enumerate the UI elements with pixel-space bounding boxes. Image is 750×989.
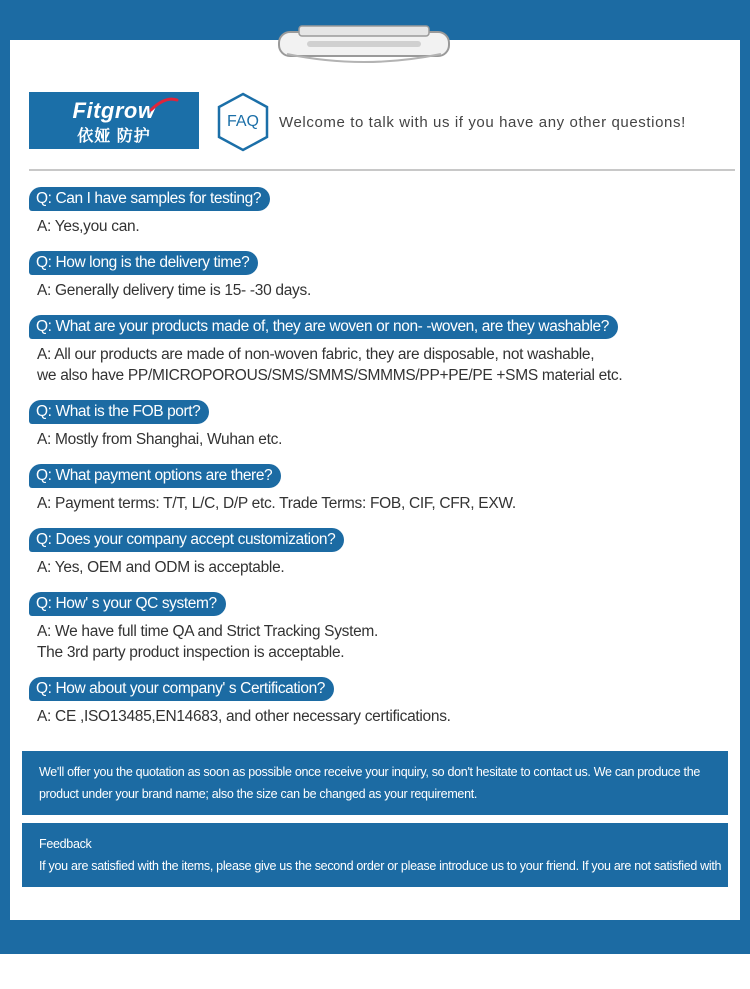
faq-answer [29,429,729,450]
brand-logo [29,92,199,149]
clipboard-clip-icon [277,22,451,68]
faq-question: Q: Can I have samples for testing? [29,187,270,211]
faq-question: Q: What payment options are there? [29,464,281,488]
quotation-line: We'll offer you the quotation as soon as possible once receive your inquiry, so don't hesitate to contact us. We can produce the [39,765,701,779]
faq-answer-line: A: We have full time QA and Strict Tracking System. [37,623,379,640]
swoosh-icon [149,96,179,114]
faq-question: Q: What is the FOB port? [29,400,209,424]
brand-chinese-name: 依娅 防护 [77,128,151,145]
faq-question: Q: Does your company accept customization? [29,528,344,552]
feedback-text: If you are satisfied with the items, please give us the second order or please introduce us to your friend. If you are not satisfied with [39,859,722,873]
faq-answer-line: A: Yes,you can. [37,218,140,235]
feedback-box [22,823,728,887]
welcome-text: Welcome to talk with us if you have any other questions! [279,114,686,131]
faq-answer [29,706,729,727]
faq-question: Q: What are your products made of, they are woven or non- -woven, are they washable? [29,315,618,339]
faq-answer-line: A: All our products are made of non-woven fabric, they are disposable, not washable, [37,346,595,363]
faq-answer-line: A: Yes, OEM and ODM is acceptable. [37,559,285,576]
faq-answer-line: A: CE ,ISO13485,EN14683, and other necessary certifications. [37,708,451,725]
feedback-title: Feedback [39,837,92,851]
faq-answer-line: we also have PP/MICROPOROUS/SMS/SMMS/SMMMS/PP+PE/PE +SMS material etc. [37,367,623,384]
faq-item [29,528,729,578]
faq-question: Q: How long is the delivery time? [29,251,258,275]
faq-answer-line: The 3rd party product inspection is acceptable. [37,644,345,661]
divider [29,169,735,171]
faq-answer [29,216,729,237]
faq-answer [29,493,729,514]
faq-answer [29,621,729,663]
faq-answer [29,344,729,386]
faq-list [29,187,729,741]
faq-item [29,400,729,450]
quotation-line: product under your brand name; also the size can be changed as your requirement. [39,787,478,801]
faq-question: Q: How' s your QC system? [29,592,226,616]
faq-item [29,187,729,237]
faq-answer-line: A: Payment terms: T/T, L/C, D/P etc. Trade Terms: FOB, CIF, CFR, EXW. [37,495,516,512]
faq-answer [29,280,729,301]
faq-item [29,315,729,386]
quotation-box [22,751,728,815]
faq-item [29,677,729,727]
faq-item [29,251,729,301]
faq-item [29,464,729,514]
faq-answer [29,557,729,578]
faq-question: Q: How about your company' s Certification? [29,677,334,701]
faq-badge-label: FAQ [226,113,259,130]
faq-answer-line: A: Generally delivery time is 15- -30 days. [37,282,311,299]
brand-name: Fitgrow [72,98,156,123]
faq-item [29,592,729,663]
faq-answer-line: A: Mostly from Shanghai, Wuhan etc. [37,431,283,448]
